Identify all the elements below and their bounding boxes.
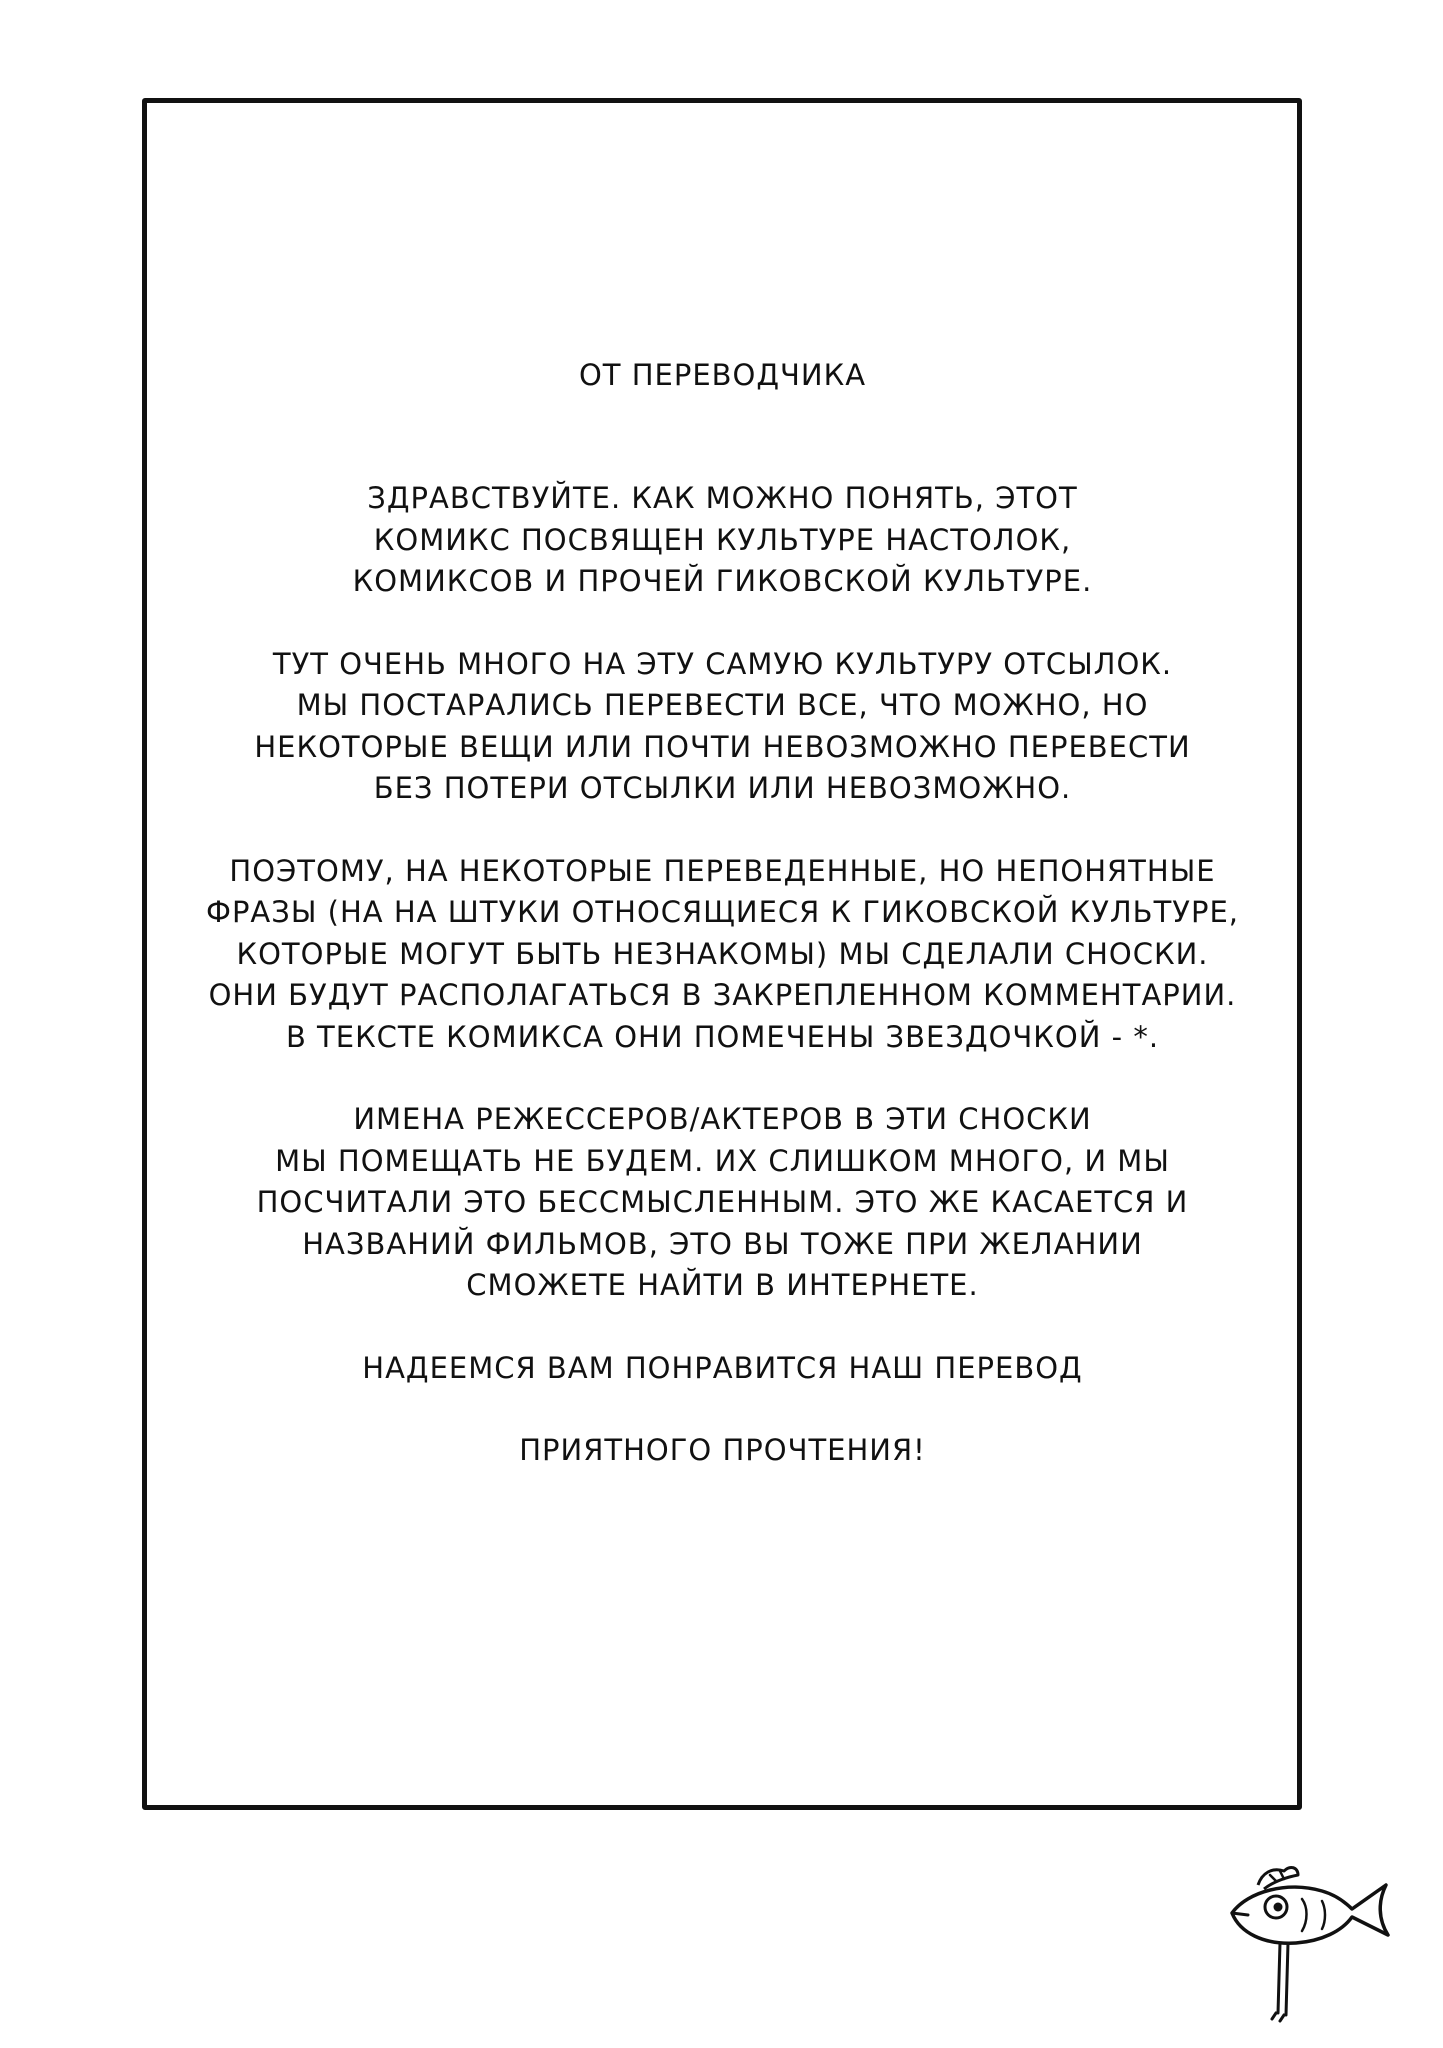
text-line: МЫ ПОСТАРАЛИСЬ ПЕРЕВЕСТИ ВСЕ, ЧТО МОЖНО, НО: [296, 688, 1149, 722]
text-line: МЫ ПОМЕЩАТЬ НЕ БУДЕМ. ИХ СЛИШКОМ МНОГО, И МЫ: [275, 1143, 1170, 1178]
text-line: НЕКОТОРЫЕ ВЕЩИ ИЛИ ПОЧТИ НЕВОЗМОЖНО ПЕРЕВЕСТИ: [254, 729, 1191, 764]
paragraph-references: [180, 644, 1265, 810]
text-line: ПРИЯТНОГО ПРОЧТЕНИЯ!: [519, 1433, 926, 1467]
text-line: КОТОРЫЕ МОГУТ БЫТЬ НЕЗНАКОМЫ) МЫ СДЕЛАЛИ СНОСКИ.: [236, 936, 1209, 971]
text-line: ПОСЧИТАЛИ ЭТО БЕССМЫСЛЕННЫМ. ЭТО ЖЕ КАСАЕТСЯ И: [256, 1185, 1189, 1219]
note-title: ОТ ПЕРЕВОДЧИКА: [578, 358, 867, 392]
text-line: НАЗВАНИЙ ФИЛЬМОВ, ЭТО ВЫ ТОЖЕ ПРИ ЖЕЛАНИИ: [302, 1226, 1143, 1261]
paragraph-footnotes: [180, 851, 1265, 1059]
translator-note: [180, 355, 1265, 1513]
text-line: КОМИКС ПОСВЯЩЕН КУЛЬТУРЕ НАСТОЛОК,: [373, 522, 1072, 557]
text-line: ПОЭТОМУ, НА НЕКОТОРЫЕ ПЕРЕВЕДЕННЫЕ, НО НЕПОНЯТНЫЕ: [229, 853, 1216, 888]
paragraph-greeting: [180, 478, 1265, 603]
text-line: ИМЕНА РЕЖЕССЕРОВ/АКТЕРОВ В ЭТИ СНОСКИ: [353, 1102, 1092, 1136]
text-line: СМОЖЕТЕ НАЙТИ В ИНТЕРНЕТЕ.: [466, 1268, 979, 1302]
text-line: ОНИ БУДУТ РАСПОЛАГАТЬСЯ В ЗАКРЕПЛЕННОМ КОММЕНТАРИИ.: [208, 978, 1237, 1012]
paragraph-hope: [180, 1348, 1265, 1390]
paragraph-names: [180, 1099, 1265, 1307]
text-line: БЕЗ ПОТЕРИ ОТСЫЛКИ ИЛИ НЕВОЗМОЖНО.: [373, 771, 1072, 805]
text-line: НАДЕЕМСЯ ВАМ ПОНРАВИТСЯ НАШ ПЕРЕВОД: [362, 1350, 1083, 1385]
text-line: ТУТ ОЧЕНЬ МНОГО НА ЭТУ САМУЮ КУЛЬТУРУ ОТСЫЛОК.: [272, 646, 1173, 681]
fish-on-legs-icon: [1218, 1855, 1408, 2025]
text-line: ФРАЗЫ (НА НА ШТУКИ ОТНОСЯЩИЕСЯ К ГИКОВСКОЙ КУЛЬТУРЕ,: [205, 895, 1239, 929]
text-line: КОМИКСОВ И ПРОЧЕЙ ГИКОВСКОЙ КУЛЬТУРЕ.: [352, 564, 1093, 598]
text-line: В ТЕКСТЕ КОМИКСА ОНИ ПОМЕЧЕНЫ ЗВЕЗДОЧКОЙ - *.: [285, 1019, 1160, 1054]
text-line: ЗДРАВСТВУЙТЕ. КАК МОЖНО ПОНЯТЬ, ЭТОТ: [367, 481, 1078, 515]
paragraph-enjoy: [180, 1430, 1265, 1472]
